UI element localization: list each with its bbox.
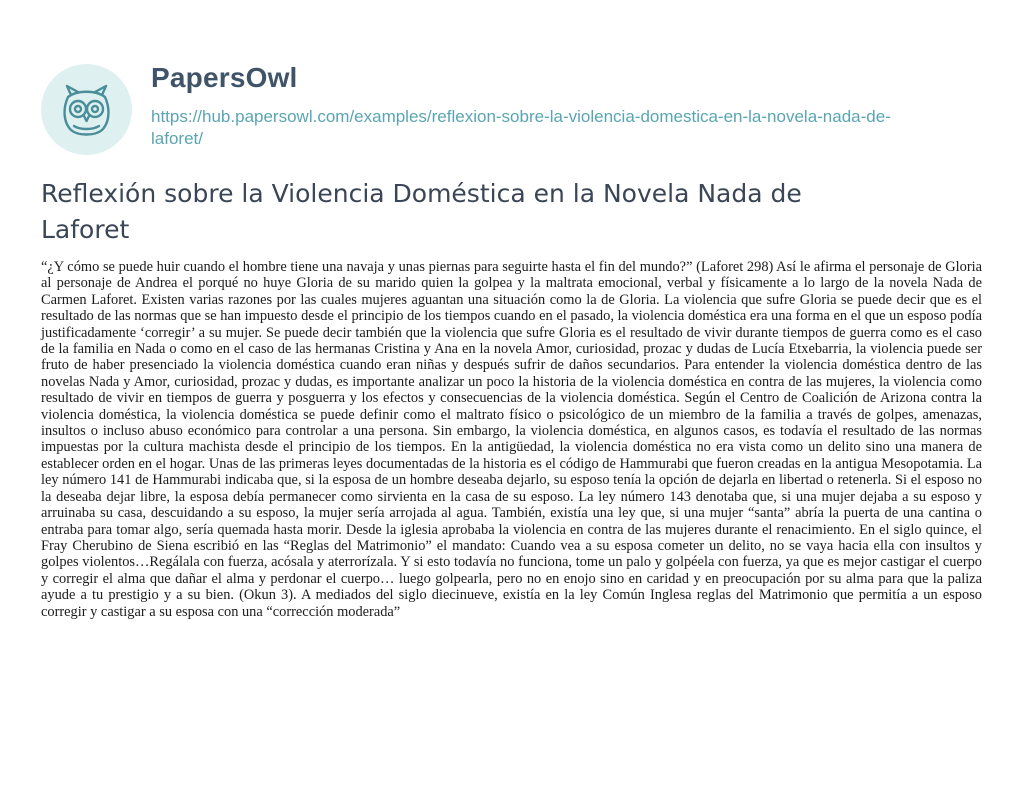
article-body: “¿Y cómo se puede huir cuando el hombre tiene una navaja y unas piernas para seguirte hasta el fin del mundo?” (Laforet 298) Así le afirma el personaje de Gloria al personaje de Andrea el porqué no huye Gloria de su marido quien la golpea y la maltrata emocional, verbal y físicamente a lo largo de la novela Nada de Carmen Laforet. Existen varias razones por las cuales mujeres aguantan una situación como la de Gloria. La violencia que sufre Gloria se puede decir que es el resultado de las normas que se han impuesto desde el principio de los tiempos cuando en el pasado, la violencia doméstica era una forma en el que un esposo podía justificadamente ‘corregir’ a su mujer. Se puede decir también que la violencia que sufre Gloria es el resultado de vivir durante tiempos de guerra como es el caso de la familia en Nada o como en el caso de las hermanas Cristina y Ana en la novela Amor, curiosidad, prozac y dudas de Lucía Etxebarria, la violencia puede ser fruto de haber presenciado la violencia doméstica cuando eran niñas y después sufrir de daños secundarios. Para entender la violencia doméstica dentro de las novelas Nada y Amor, curiosidad, prozac y dudas, es importante analizar un poco la historia de la violencia doméstica en contra de las mujeres, la violencia como resultado de vivir en tiempos de guerra y posguerra y los efectos y consecuencias de la violencia doméstica. Según el Centro de Coalición de Arizona contra la violencia doméstica, la violencia doméstica se puede definir como el maltrato físico o psicológico de un miembro de la familia a través de golpes, amenazas, insultos o incluso abuso económico para controlar a una persona. Sin embargo, la violencia doméstica, en algunos casos, es todavía el resultado de las normas impuestas por la cultura machista desde el principio de los tiempos. En la antigüedad, la violencia doméstica no era vista como un delito sino una manera de establecer orden en el hogar. Unas de las primeras leyes documentadas de la historia es el código de Hammurabi que fueron creadas en la antigua Mesopotamia. La ley número 141 de Hammurabi indicaba que, si la esposa de un hombre deseaba dejarlo, su esposo tenía la opción de dejarla en libertad o retenerla. Si el esposo no la deseaba dejar libre, la esposa debía permanecer como sirvienta en la casa de su esposo. La ley número 143 denotaba que, si una mujer dejaba a su esposo y arruinaba su casa, descuidando a su esposo, la mujer sería arrojada al agua. También, existía una ley que, si una mujer “santa” abría la puerta de una cantina o entraba para tomar algo, sería quemada hasta morir. Desde la iglesia aprobaba la violencia en contra de las mujeres durante el renacimiento. En el siglo quince, el Fray Cherubino de Siena escribió en las “Reglas del Matrimonio” el mandato: Cuando vea a su esposa cometer un delito, no se vaya hacia ella con insultos y golpes violentos…Regálala con fuerza, acósala y aterrorízala. Y si esto todavía no funciona, tome un palo y golpéela con fuerza, ya que es mejor castigar el cuerpo y corregir el alma que dañar el alma y perdonar el cuerpo… luego golpearla, pero no en enojo sino en caridad y en preocupación por su alma para que la paliza ayude a tu prestigio y a su bien. (Okun 3). A mediados del siglo diecinueve, existía en la ley Común Inglesa reglas del Matrimonio que permitía a un esposo corregir y castigar a su esposa con una “corrección moderada”: [41, 259, 982, 620]
source-url[interactable]: https://hub.papersowl.com/examples/reflexion-sobre-la-violencia-domestica-en-la-novela-nada-de-laforet/: [151, 107, 891, 148]
owl-icon: [41, 64, 132, 155]
brand-name[interactable]: PapersOwl: [151, 62, 298, 93]
article-title: Reflexión sobre la Violencia Doméstica en la Novela Nada de Laforet: [41, 179, 802, 244]
logo[interactable]: [41, 64, 132, 155]
